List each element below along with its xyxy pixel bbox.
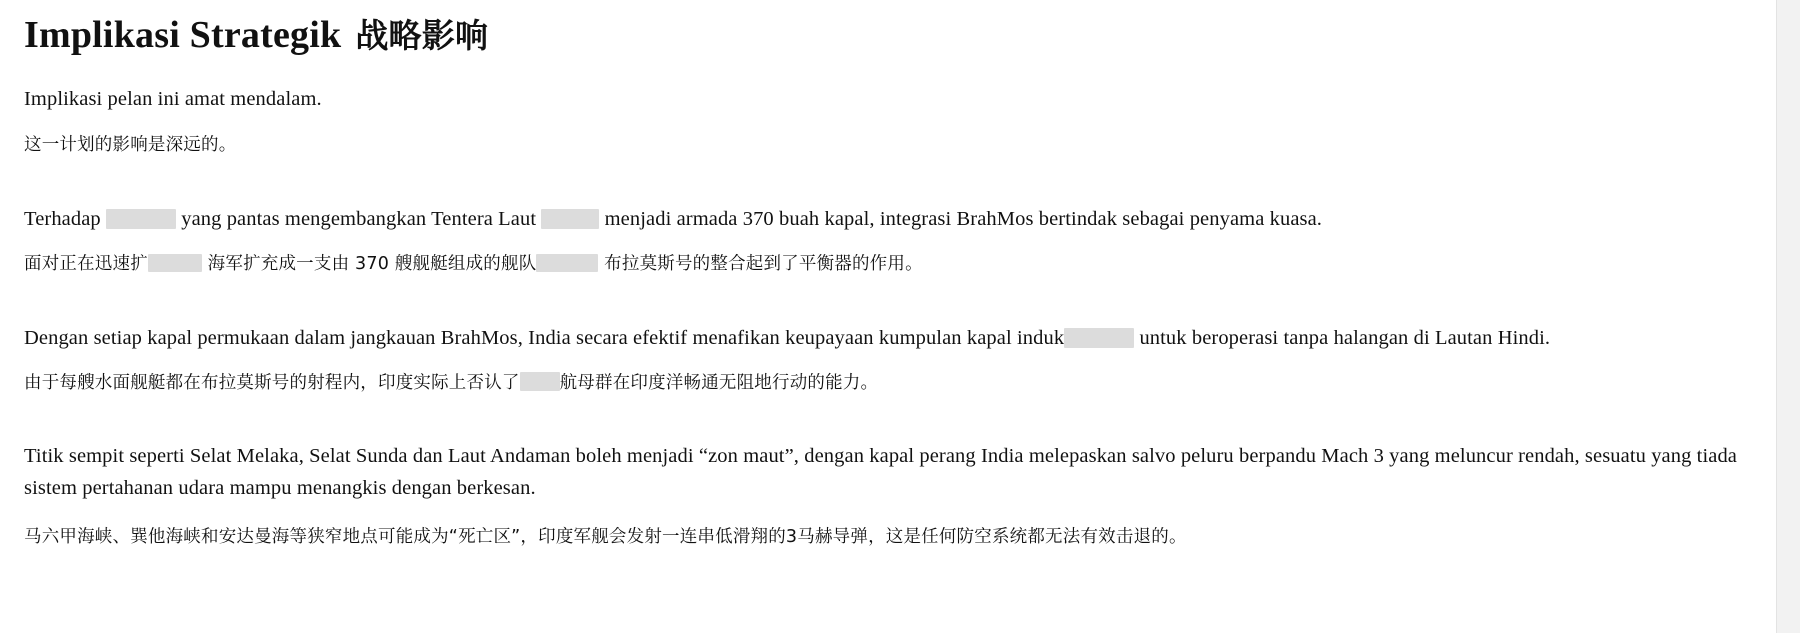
- paragraph-1-cjk: [24, 250, 1753, 278]
- paragraph-block-2: [24, 323, 1753, 397]
- paragraph-block-3: [24, 441, 1753, 551]
- intro-paragraph-latin: Implikasi pelan ini amat mendalam.: [24, 87, 322, 110]
- paragraph-1-cjk-part-2: 海军扩充成一支由 370 艘舰艇组成的舰队: [207, 254, 537, 275]
- redaction-block: [106, 209, 176, 228]
- paragraph-2-cjk-part-1: 由于每艘水面舰艇都在布拉莫斯号的射程内，印度实际上否认了: [24, 372, 520, 393]
- page-title: [24, 0, 1753, 58]
- redaction-block: [520, 372, 560, 390]
- paragraph-1-cjk-part-1: 面对正在迅速扩: [24, 254, 148, 275]
- paragraph-1-latin-part-1: Terhadap: [24, 208, 101, 231]
- redaction-block: [541, 209, 599, 228]
- redaction-block: [148, 254, 202, 272]
- paragraph-block-1: [24, 204, 1753, 278]
- page-right-gutter: [1776, 0, 1800, 633]
- paragraph-1-latin: [24, 204, 1753, 236]
- paragraph-3-latin: Titik sempit seperti Selat Melaka, Selat Sunda dan Laut Andaman boleh menjadi “zon maut”, dengan kapal perang India melepaskan salvo peluru berpandu Mach 3 yang meluncur rendah, sesuatu yang tiada sistem pertahanan udara mampu menangkis dengan berkesan.: [24, 444, 1738, 499]
- paragraph-2-latin-part-2: untuk beroperasi tanpa halangan di Lautan Hindi.: [1139, 327, 1551, 350]
- redaction-block: [536, 254, 598, 272]
- paragraph-1-latin-part-3: menjadi armada 370 buah kapal, integrasi BrahMos bertindak sebagai penyama kuasa.: [604, 208, 1323, 231]
- paragraph-2-latin-part-1: Dengan setiap kapal permukaan dalam jangkauan BrahMos, India secara efektif menafikan keupayaan kumpulan kapal induk: [24, 327, 1065, 350]
- paragraph-2-cjk-part-2: 航母群在印度洋畅通无阻地行动的能力。: [559, 372, 879, 393]
- page-title-cjk: 战略影响: [355, 16, 489, 55]
- paragraph-1-cjk-part-3: 布拉莫斯号的整合起到了平衡器的作用。: [604, 254, 923, 275]
- redaction-block: [1064, 328, 1134, 347]
- intro-paragraph-cjk: 这一计划的影响是深远的。: [24, 135, 237, 156]
- paragraph-1-latin-part-2: yang pantas mengembangkan Tentera Laut: [181, 208, 537, 231]
- page-title-latin: Implikasi Strategik: [24, 14, 342, 56]
- paragraph-2-latin: [24, 323, 1753, 355]
- paragraph-2-cjk: [24, 369, 1753, 397]
- paragraph-3-cjk: 马六甲海峡、巽他海峡和安达曼海等狭窄地点可能成为“死亡区”，印度军舰会发射一连串低滑翔的3马赫导弹，这是任何防空系统都无法有效击退的。: [24, 526, 1187, 547]
